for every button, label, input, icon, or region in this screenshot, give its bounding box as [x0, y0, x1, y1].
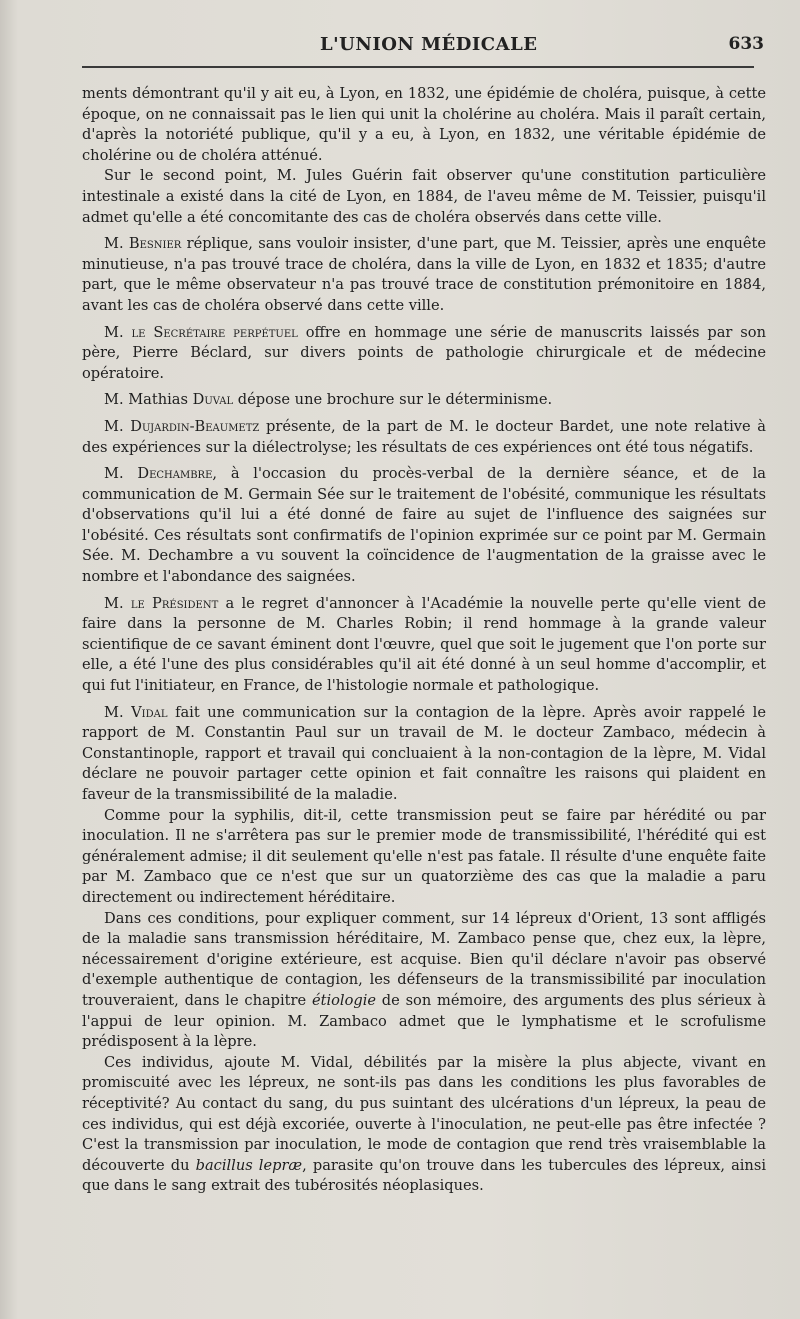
speaker-name: Dechambre: [137, 465, 213, 483]
italic-term: étiologie: [311, 991, 377, 1009]
speaker-name: Besnier: [128, 235, 182, 253]
speaker-name: Dujardin-Beaumetz: [130, 417, 260, 435]
paragraph-7: M. Dechambre, à l'occasion du procès-verbal de la dernière séance, et de la communication de M. Germain Sée sur le traitement de l'obésité, communique les résultats d'observations qu'il lui a été donné de faire au sujet de l'influence des saignées sur l'obésité. Ces résultats sont confirmatifs de l'opinion exprimée sur ce point par M. Germain Sée. M. Dechambre a vu souvent la coïncidence de l'augmentation de la graisse avec le nombre et l'abondance des saignées.: [82, 465, 766, 586]
speaker-name: Duval: [192, 391, 234, 409]
paragraph-1: ments démontrant qu'il y ait eu, à Lyon, en 1832, une épidémie de choléra, puisque, à cette époque, on ne connaissait pas le lien qui unit la cholérine au choléra. Mais il paraît certain, d'après la notoriété publique, qu'il y a eu, à Lyon, en 1832, une véritable épidémie de cholérine ou de choléra atténué.: [82, 85, 766, 164]
paragraph-3: M. Besnier réplique, sans vouloir insister, d'une part, que M. Teissier, après une enquête minutieuse, n'a pas trouvé trace de choléra, dans la ville de Lyon, en 1832 et 1835; d'autre part, que le même observateur n'a pas trouvé trace de constitution prémonitoire en 1884, avant les cas de choléra observé dans cette ville.: [82, 235, 766, 314]
paragraph-4: M. le Secrétaire perpétuel offre en hommage une série de manuscrits laissés par son père, Pierre Béclard, sur divers points de pathologie chirurgicale et de médecine opératoire.: [82, 323, 766, 382]
running-title: L'UNION MÉDICALE: [320, 34, 538, 55]
header-rule: [82, 66, 754, 68]
paragraph-12: Ces individus, ajoute M. Vidal, débilités par la misère la plus abjecte, vivant en promiscuité avec les lépreux, ne sont-ils pas dans les conditions les plus favorables de réceptivité? Au contact du sang, du pus suintant des ulcérations d'un lépreux, la peau de ces individus, qui est déjà excoriée, ouverte à l'inoculation, ne peut-elle pas être infectée ? C'est la transmission par inoculation, le mode de contagion que rend très vraisemblable la découverte du bacillus lepræ, parasite qu'on trouve dans les tubercules des lépreux, ainsi que dans le sang extrait des tubérosités néoplasiques.: [82, 1053, 766, 1195]
paragraph-11: Dans ces conditions, pour expliquer comment, sur 14 lépreux d'Orient, 13 sont affligés de la maladie sans transmission héréditaire, M. Zambaco pense que, chez eux, la lèpre, nécessairement d'origine extérieure, est acquise. Bien qu'il déclare n'avoir pas observé d'exemple authentique de contagion, les défenseurs de la transmissibilité par inoculation trouveraient, dans le chapitre étiologie de son mémoire, des arguments des plus sérieux à l'appui de leur opinion. M. Zambaco admet que le lymphatisme et le scrofulisme prédisposent à la lèpre.: [82, 909, 767, 1051]
speaker-name: Vidal: [131, 703, 168, 721]
paragraph-6: M. Dujardin-Beaumetz présente, de la part de M. le docteur Bardet, une note relative à des expériences sur la diélectrolyse; les résultats de ces expériences ont été tous négatifs.: [82, 417, 766, 456]
paragraph-10: Comme pour la syphilis, dit-il, cette transmission peut se faire par hérédité ou par inoculation. Il ne s'arrêtera pas sur le premier mode de transmissibilité, l'hérédité qui est généralement admise; il dit seulement qu'elle n'est pas fatale. Il résulte d'une enquête faite par M. Zambaco que ce n'est que sur un quatorzième des cas que la maladie a paru directement ou indirectement héréditaire.: [82, 806, 766, 906]
paragraph-9: M. Vidal fait une communication sur la contagion de la lèpre. Après avoir rappelé le rapport de M. Constantin Paul sur un travail de M. le docteur Zambaco, médecin à Constantinople, rapport et travail qui concluaient à la non-contagion de la lèpre, M. Vidal déclare ne pouvoir partager cette opinion et fait connaître les raisons qui plaident en faveur de la transmissibilité de la maladie.: [82, 703, 766, 803]
speaker-name: le Secrétaire perpétuel: [131, 323, 298, 341]
paragraph-5: M. Mathias Duval dépose une brochure sur le déterminisme.: [104, 391, 553, 409]
speaker-name: le Président: [130, 594, 219, 612]
paragraph-8: M. le Président a le regret d'annoncer à l'Académie la nouvelle perte qu'elle vient de faire dans la personne de M. Charles Robin; il rend hommage à la grande valeur scientifique de ce savant éminent dont l'œuvre, quel que soit le jugement que l'on porte sur elle, a été l'une des plus considérables qu'il ait été donné à un seul homme d'accomplir, et qui fut l'initiateur, en France, de l'histologie normale et pathologique.: [82, 594, 766, 695]
italic-term: bacillus lepræ: [195, 1156, 303, 1174]
body-text: [82, 84, 766, 1197]
paragraph-2: Sur le second point, M. Jules Guérin fait observer qu'une constitution particulière intestinale a existé dans la cité de Lyon, en 1884, de l'aveu même de M. Teissier, puisqu'il admet qu'elle a été concomitante des cas de choléra observés dans cette ville.: [82, 167, 766, 226]
page-number: 633: [728, 34, 764, 54]
page-header: [82, 34, 770, 60]
